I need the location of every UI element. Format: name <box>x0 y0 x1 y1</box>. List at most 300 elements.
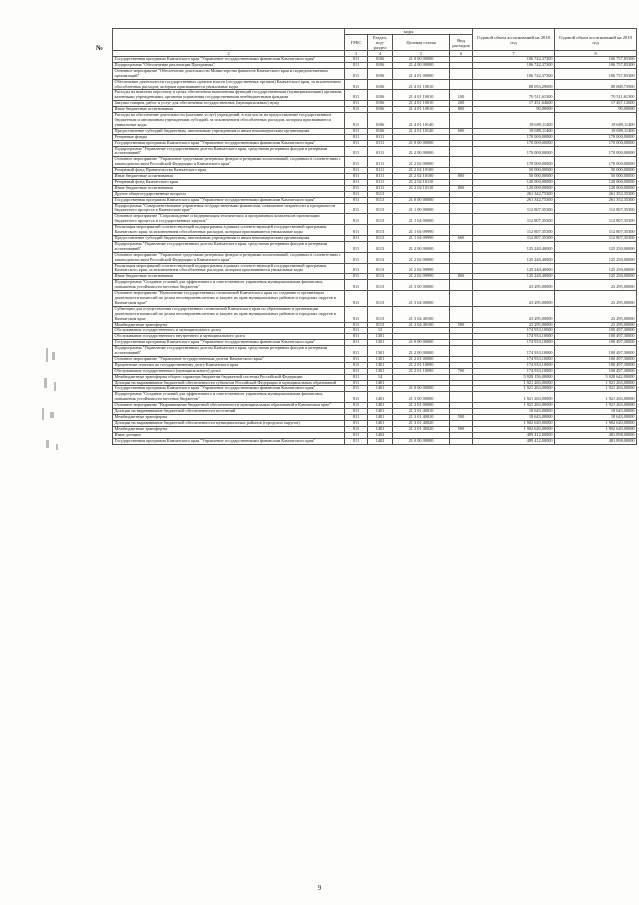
row-expense-type <box>450 438 473 444</box>
row-razdel: 0106 <box>368 101 393 107</box>
row-volume-2019: 50 000,00000 <box>555 168 637 174</box>
row-razdel: 0106 <box>368 113 393 129</box>
row-volume-2019: 106 757,85300 <box>555 57 637 63</box>
row-target-article: 21 0 00 00000 <box>393 438 450 444</box>
row-grbs: 811 <box>345 90 368 101</box>
index-cell: 5 <box>393 51 450 57</box>
row-volume-2018: 125 240,40000 <box>473 241 555 252</box>
row-target-article: 21 3 04 00000 <box>393 291 450 307</box>
row-razdel: 0113 <box>368 225 393 236</box>
row-razdel: 1301 <box>368 340 393 346</box>
row-target-article: 21 0 00 00000 <box>393 340 450 346</box>
row-target-article: 21 2 01 10090 <box>393 362 450 368</box>
row-target-article: 21 4 01 10010 <box>393 107 450 113</box>
row-name: Субвенции для осуществления государственных полномочий Камчатского края по образованию и организации деятельности комиссий по делам несовершеннолетних и защите их прав муниципальных районов и городских округов в Камчатском крае <box>113 306 345 322</box>
row-name: Иные бюджетные ассигнования <box>113 185 345 191</box>
row-target-article: 21 1 04 00000 <box>393 214 450 225</box>
row-target-article: 21 4 01 10140 <box>393 113 450 129</box>
row-grbs: 811 <box>345 274 368 280</box>
row-volume-2019: 261 352,35300 <box>555 197 637 203</box>
row-target-article: 21 4 01 10010 <box>393 90 450 101</box>
row-target-article: 21 3 01 40010 <box>393 409 450 415</box>
row-volume-2019: 100 497,30000 <box>555 356 637 362</box>
row-grbs: 811 <box>345 291 368 307</box>
row-volume-2019: 70 511,61300 <box>555 90 637 101</box>
table-row <box>113 225 637 236</box>
table-row <box>113 214 637 225</box>
row-razdel: 1402 <box>368 438 393 444</box>
row-target-article: 21 0 00 00000 <box>393 57 450 63</box>
row-volume-2018: 23 295,00000 <box>473 322 555 328</box>
row-expense-type: 500 <box>450 322 473 328</box>
row-grbs: 811 <box>345 386 368 392</box>
row-target-article: 21 1 04 09990 <box>393 236 450 242</box>
row-grbs: 811 <box>345 203 368 214</box>
row-name: Основное мероприятие "Управление средствами резервных фондов и резервами ассигнований, созданных в соответствии с законодательством Российской Федерации и Камчатского края" <box>113 157 345 168</box>
row-razdel: 0113 <box>368 191 393 197</box>
row-volume-2018: 170 000,00000 <box>473 157 555 168</box>
row-volume-2019: 1 921 263,00000 <box>555 403 637 409</box>
number-column-mark: № <box>96 44 104 52</box>
row-razdel: 0106 <box>368 128 393 134</box>
row-grbs: 811 <box>345 263 368 274</box>
row-name: Резервные фонды <box>113 134 345 140</box>
row-volume-2019: 106 757,85300 <box>555 68 637 79</box>
row-volume-2018: 1 902 620,00000 <box>473 426 555 432</box>
row-volume-2018: 1 902 620,00000 <box>473 420 555 426</box>
header-grbs: ГРБС <box>345 35 368 51</box>
row-name: Обеспечение деятельности государственных органов власти (государственных органов) Камчатского края, за исключением обособленных расходов, которым присваиваются уникальные коды <box>113 79 345 90</box>
row-grbs: 811 <box>345 236 368 242</box>
row-grbs: 811 <box>345 374 368 380</box>
row-volume-2019: 100 497,30000 <box>555 340 637 346</box>
row-razdel: 0111 <box>368 134 393 140</box>
table-row <box>113 146 637 157</box>
row-expense-type <box>450 346 473 357</box>
row-razdel: 1401 <box>368 426 393 432</box>
row-razdel: 1301 <box>368 368 393 374</box>
row-target-article: 21 2 02 09990 <box>393 263 450 274</box>
row-volume-2018: 125 240,40000 <box>473 252 555 263</box>
row-grbs: 811 <box>345 214 368 225</box>
row-volume-2019: 88 068,73900 <box>555 79 637 90</box>
row-grbs: 811 <box>345 179 368 185</box>
row-name: Обслуживание государственного внутреннего и муниципального долга <box>113 334 345 340</box>
row-grbs: 811 <box>345 225 368 236</box>
row-target-article: 21 0 00 00000 <box>393 140 450 146</box>
row-target-article: 21 3 00 00000 <box>393 280 450 291</box>
row-grbs: 811 <box>345 426 368 432</box>
row-name: Подпрограмма "Создание условий для эффективного и ответственного управления муниципальными финансами, повышения устойчивости местных бюджетов" <box>113 280 345 291</box>
row-target-article: 21 3 04 40100 <box>393 322 450 328</box>
row-volume-2019: 261 352,35300 <box>555 191 637 197</box>
row-volume-2019: 17 467,12600 <box>555 101 637 107</box>
table-row <box>113 90 637 101</box>
row-target-article: 21 4 00 00000 <box>393 62 450 68</box>
row-name: Дотации на выравнивание бюджетной обеспеченности муниципальных районов (городских округов) <box>113 420 345 426</box>
row-volume-2019: 18 643,00000 <box>555 409 637 415</box>
row-volume-2019: 1 921 263,00000 <box>555 392 637 403</box>
row-grbs: 811 <box>345 368 368 374</box>
row-volume-2018: 1 921 263,00000 <box>473 380 555 386</box>
row-name: Процентные платежи по государственному долгу Камчатского края <box>113 362 345 368</box>
row-grbs: 811 <box>345 191 368 197</box>
row-razdel: 1401 <box>368 386 393 392</box>
row-razdel: 1401 <box>368 380 393 386</box>
row-target-article: 21 3 01 40020 <box>393 426 450 432</box>
row-grbs: 811 <box>345 62 368 68</box>
row-name: Закупка товаров, работ и услуг для обеспечения государственных (муниципальных) нужд <box>113 101 345 107</box>
row-volume-2018: 50 000,00000 <box>473 174 555 180</box>
index-cell: 2 <box>113 51 345 57</box>
row-target-article: 21 0 00 00000 <box>393 386 450 392</box>
row-name: Резервный фонд Правительства Камчатского края <box>113 168 345 174</box>
row-name: Подпрограмма "Создание условий для эффективного и ответственного управления муниципальными финансами, повышения устойчивости местных бюджетов" <box>113 392 345 403</box>
row-name: Основное мероприятие "Выполнение государственных полномочий Камчатского края по созданию и организации деятельности комиссий по делам несовершеннолетних и защите их прав муниципальных районов и городских округов в Камчатском крае" <box>113 291 345 307</box>
row-expense-type <box>450 113 473 129</box>
row-target-article: 21 2 02 10100 <box>393 174 450 180</box>
row-target-article: 21 2 00 00000 <box>393 346 450 357</box>
row-grbs: 811 <box>345 134 368 140</box>
row-volume-2018: 174 933,10000 <box>473 340 555 346</box>
row-volume-2018: 23 295,00000 <box>473 291 555 307</box>
table-row <box>113 291 637 307</box>
row-razdel: 0111 <box>368 157 393 168</box>
row-volume-2018: 5 928 156,00000 <box>473 374 555 380</box>
row-volume-2018: 170 000,00000 <box>473 134 555 140</box>
row-target-article: 21 4 01 10140 <box>393 128 450 134</box>
row-razdel: 0106 <box>368 79 393 90</box>
row-razdel: 0111 <box>368 168 393 174</box>
row-razdel: 0106 <box>368 107 393 113</box>
row-name: Подпрограмма "Обеспечение реализации Программы" <box>113 62 345 68</box>
row-volume-2018: 18 689,11400 <box>473 113 555 129</box>
row-name: Основное мероприятие "Управление средствами резервных фондов и резервами ассигнований, созданных в соответствии с законодательством Российской Федерации и Камчатского края" <box>113 252 345 263</box>
header-razdel: Раздел, под-раздел <box>368 35 393 51</box>
row-expense-type <box>450 203 473 214</box>
row-razdel: 0113 <box>368 274 393 280</box>
row-volume-2019: 170 000,00000 <box>555 134 637 140</box>
row-volume-2019: 18 689,11400 <box>555 128 637 134</box>
row-razdel: 0113 <box>368 306 393 322</box>
row-target-article: 21 2 02 00000 <box>393 157 450 168</box>
table-row <box>113 241 637 252</box>
row-volume-2019: 112 807,35300 <box>555 214 637 225</box>
table-row <box>113 438 637 444</box>
row-razdel: 1301 <box>368 346 393 357</box>
table-row <box>113 68 637 79</box>
row-volume-2018: 261 342,75300 <box>473 197 555 203</box>
row-name: Предоставление субсидий бюджетным, автономным учреждениям и иным некоммерческим организациям <box>113 128 345 134</box>
row-razdel: 0111 <box>368 185 393 191</box>
row-razdel: 0113 <box>368 291 393 307</box>
row-volume-2018: 106 742,37300 <box>473 62 555 68</box>
row-volume-2019: 120 000,00000 <box>555 179 637 185</box>
row-expense-type <box>450 252 473 263</box>
row-grbs: 811 <box>345 101 368 107</box>
table-row <box>113 280 637 291</box>
row-target-article: 21 2 02 09990 <box>393 274 450 280</box>
row-volume-2019: 18 643,00000 <box>555 415 637 421</box>
row-grbs: 811 <box>345 362 368 368</box>
row-expense-type <box>450 392 473 403</box>
row-grbs: 811 <box>345 438 368 444</box>
row-razdel: 0113 <box>368 263 393 274</box>
row-volume-2018: 106 742,37300 <box>473 68 555 79</box>
row-razdel: 0111 <box>368 146 393 157</box>
row-razdel: 0113 <box>368 252 393 263</box>
row-volume-2019: 23 295,00000 <box>555 291 637 307</box>
index-cell: 3 <box>345 51 368 57</box>
row-volume-2018: 174 933,10000 <box>473 328 555 334</box>
row-expense-type <box>450 225 473 236</box>
row-razdel: 1301 <box>368 334 393 340</box>
row-name: Расходы на выплаты персоналу в целях обеспечения выполнения функций государственными (муниципальными) органами, казенными учреждениями, органами управления государственными внебюджетными фондами <box>113 90 345 101</box>
row-expense-type: 800 <box>450 107 473 113</box>
row-volume-2018: 23 295,00000 <box>473 280 555 291</box>
row-name: Дотации на выравнивание бюджетной обеспеченности поселений <box>113 409 345 415</box>
budget-table <box>112 28 637 445</box>
row-volume-2019: 170 000,00000 <box>555 157 637 168</box>
row-volume-2019: 100 497,30000 <box>555 328 637 334</box>
row-grbs: 811 <box>345 328 368 334</box>
row-target-article: 21 2 02 10110 <box>393 179 450 185</box>
row-grbs: 811 <box>345 157 368 168</box>
row-volume-2018: 489 412,00000 <box>473 432 555 438</box>
row-expense-type <box>450 241 473 252</box>
row-name: Основное мероприятие "Обеспечение деятельности Министерства финансов Камчатского края и подведомственных организаций" <box>113 68 345 79</box>
row-name: Реализация мероприятий соответствующей подпрограммы в рамках соответствующей государственной программы Камчатского края, за исключением обособленных расходов, которым присваиваются уникальные коды <box>113 225 345 236</box>
header-target-article: Целевая статья <box>393 35 450 51</box>
row-grbs: 811 <box>345 380 368 386</box>
row-grbs: 811 <box>345 409 368 415</box>
row-volume-2019: 1 921 263,00000 <box>555 386 637 392</box>
row-volume-2018: 489 412,00000 <box>473 438 555 444</box>
row-volume-2019: 170 000,00000 <box>555 140 637 146</box>
table-row <box>113 346 637 357</box>
row-target-article: 21 3 00 00000 <box>393 392 450 403</box>
row-razdel: 0111 <box>368 174 393 180</box>
row-volume-2018: 170 000,00000 <box>473 146 555 157</box>
row-grbs: 811 <box>345 128 368 134</box>
row-razdel: 1401 <box>368 420 393 426</box>
row-target-article: 21 3 01 40020 <box>393 420 450 426</box>
row-expense-type: 800 <box>450 174 473 180</box>
row-name: Государственная программа Камчатского края "Управление государственными финансами Камчатского края" <box>113 140 345 146</box>
row-grbs: 811 <box>345 79 368 90</box>
row-volume-2018: 174 933,10000 <box>473 362 555 368</box>
row-name: Подпрограмма "Управление государственным долгом Камчатского края, средствами резервных фондов и резервами ассигнований" <box>113 346 345 357</box>
row-target-article: 21 2 00 00000 <box>393 146 450 157</box>
row-volume-2018: 125 240,40000 <box>473 263 555 274</box>
row-expense-type <box>450 79 473 90</box>
row-razdel: 14 <box>368 374 393 380</box>
row-expense-type: 500 <box>450 415 473 421</box>
row-volume-2018: 120 000,00000 <box>473 179 555 185</box>
row-volume-2018: 90,00000 <box>473 107 555 113</box>
row-volume-2018: 18 689,11400 <box>473 128 555 134</box>
row-razdel: 1401 <box>368 403 393 409</box>
row-volume-2018: 23 295,00000 <box>473 306 555 322</box>
row-grbs: 811 <box>345 432 368 438</box>
row-name: Другие общегосударственные вопросы <box>113 191 345 197</box>
row-volume-2019: 100 497,30000 <box>555 334 637 340</box>
row-razdel: 1401 <box>368 409 393 415</box>
row-expense-type: 700 <box>450 368 473 374</box>
row-volume-2018: 174 933,10000 <box>473 346 555 357</box>
row-grbs: 811 <box>345 174 368 180</box>
row-razdel: 0113 <box>368 280 393 291</box>
row-razdel: 0111 <box>368 179 393 185</box>
row-name: Обслуживание государственного (муниципального) долга <box>113 368 345 374</box>
row-volume-2018: 174 933,10000 <box>473 368 555 374</box>
header-volume-2018: Годовой объем ассигнований на 2018 год <box>473 29 555 51</box>
row-name: Предоставление субсидий бюджетным, автономным учреждениям и иным некоммерческим организациям <box>113 236 345 242</box>
row-volume-2018: 106 742,37300 <box>473 57 555 63</box>
row-volume-2018: 112 807,35300 <box>473 214 555 225</box>
index-cell: 6 <box>450 51 473 57</box>
row-expense-type: 600 <box>450 128 473 134</box>
row-razdel: 13 <box>368 328 393 334</box>
row-volume-2018: 261 342,75300 <box>473 191 555 197</box>
row-expense-type <box>450 68 473 79</box>
header-codes: коды <box>345 29 473 35</box>
row-expense-type <box>450 280 473 291</box>
row-target-article: 21 2 02 00000 <box>393 252 450 263</box>
row-target-article: 21 2 00 00000 <box>393 241 450 252</box>
row-volume-2018: 88 053,29000 <box>473 79 555 90</box>
row-razdel: 1401 <box>368 392 393 403</box>
row-volume-2019: 125 250,00000 <box>555 263 637 274</box>
row-grbs: 811 <box>345 252 368 263</box>
row-volume-2018: 112 807,35300 <box>473 236 555 242</box>
row-grbs: 811 <box>345 197 368 203</box>
row-razdel: 0106 <box>368 62 393 68</box>
row-target-article: 21 2 01 00000 <box>393 356 450 362</box>
row-name: Подпрограмма "Управление государственным долгом Камчатского края, средствами резервных фондов и резервами ассигнований" <box>113 146 345 157</box>
row-expense-type: 200 <box>450 101 473 107</box>
row-volume-2018: 120 000,00000 <box>473 185 555 191</box>
index-cell: 8 <box>555 51 637 57</box>
table-row <box>113 113 637 129</box>
row-volume-2019: 125 250,00000 <box>555 241 637 252</box>
row-volume-2019: 100 497,30000 <box>555 368 637 374</box>
row-razdel: 0111 <box>368 140 393 146</box>
index-cell: 7 <box>473 51 555 57</box>
row-name: Подпрограмма "Управление государственным долгом Камчатского края, средствами резервных фондов и резервами ассигнований" <box>113 241 345 252</box>
row-volume-2018: 1 921 263,00000 <box>473 403 555 409</box>
row-volume-2019: 23 295,00000 <box>555 280 637 291</box>
row-name: Расходы на обеспечение деятельности (оказание услуг) учреждений, в том числе на предоставление государственным бюджетным и автономным учреждениям субсидий, за исключением обособленных расходов, которым присваиваются уникальные коды <box>113 113 345 129</box>
row-expense-type: 500 <box>450 426 473 432</box>
row-grbs: 811 <box>345 356 368 362</box>
row-name: Межбюджетные трансферты <box>113 322 345 328</box>
row-volume-2018: 112 807,35300 <box>473 225 555 236</box>
index-cell: 4 <box>368 51 393 57</box>
row-volume-2019: 125 250,00000 <box>555 274 637 280</box>
row-volume-2018: 174 933,10000 <box>473 334 555 340</box>
row-expense-type <box>450 306 473 322</box>
row-volume-2018: 18 643,00000 <box>473 409 555 415</box>
row-name: Подпрограмма "Совершенствование управления государственными финансами, повышение открытости и прозрачности бюджетного процесса в Камчатском крае" <box>113 203 345 214</box>
row-grbs: 811 <box>345 392 368 403</box>
row-grbs: 811 <box>345 241 368 252</box>
row-volume-2019: 90,00000 <box>555 107 637 113</box>
row-target-article: 21 4 01 10010 <box>393 101 450 107</box>
row-name: Дотации на выравнивание бюджетной обеспеченности субъектов Российской Федерации и муниципальных образований <box>113 380 345 386</box>
row-volume-2018: 1 921 263,00000 <box>473 386 555 392</box>
row-expense-type <box>450 157 473 168</box>
row-volume-2019: 170 000,00000 <box>555 146 637 157</box>
page-number: 9 <box>317 884 322 892</box>
row-volume-2018: 125 240,40000 <box>473 274 555 280</box>
row-razdel: 1301 <box>368 362 393 368</box>
row-volume-2019: 23 295,00000 <box>555 322 637 328</box>
row-target-article: 21 0 00 00000 <box>393 197 450 203</box>
row-volume-2019: 112 807,35300 <box>555 236 637 242</box>
row-grbs: 811 <box>345 322 368 328</box>
table-row <box>113 252 637 263</box>
row-volume-2019: 125 250,00000 <box>555 252 637 263</box>
row-target-article: 21 3 01 40010 <box>393 415 450 421</box>
row-volume-2019: 481 898,00000 <box>555 432 637 438</box>
table-row <box>113 263 637 274</box>
row-grbs: 811 <box>345 57 368 63</box>
row-name: Иные бюджетные ассигнования <box>113 107 345 113</box>
row-grbs: 811 <box>345 146 368 157</box>
row-name: Межбюджетные трансферты <box>113 415 345 421</box>
row-razdel: 0113 <box>368 203 393 214</box>
row-grbs: 811 <box>345 420 368 426</box>
header-name-cell <box>113 29 345 51</box>
row-grbs: 811 <box>345 68 368 79</box>
row-target-article: 21 1 00 00000 <box>393 203 450 214</box>
row-target-article: 21 4 01 10010 <box>393 79 450 90</box>
row-grbs: 811 <box>345 334 368 340</box>
row-volume-2018: 174 933,10000 <box>473 356 555 362</box>
row-name: Иные бюджетные ассигнования <box>113 274 345 280</box>
row-volume-2019: 100 497,30000 <box>555 346 637 357</box>
row-razdel: 0106 <box>368 90 393 101</box>
row-volume-2019: 481 898,00000 <box>555 438 637 444</box>
row-name: Государственная программа Камчатского края "Управление государственными финансами Камчатского края" <box>113 340 345 346</box>
row-expense-type <box>450 146 473 157</box>
row-expense-type: 100 <box>450 90 473 101</box>
row-grbs: 811 <box>345 168 368 174</box>
row-volume-2018: 170 000,00000 <box>473 140 555 146</box>
row-name: Межбюджетные трансферты общего характера бюджетам бюджетной системы Российской Федерации <box>113 374 345 380</box>
row-razdel: 0113 <box>368 236 393 242</box>
row-name: Государственная программа Камчатского края "Управление государственными финансами Камчатского края" <box>113 386 345 392</box>
row-volume-2019: 1 902 620,00000 <box>555 426 637 432</box>
row-volume-2018: 17 451,64600 <box>473 101 555 107</box>
header-expense-type: Вид расходов <box>450 35 473 51</box>
row-name: Обслуживание государственного и муниципального долга <box>113 328 345 334</box>
row-volume-2019: 112 807,35300 <box>555 225 637 236</box>
row-target-article: 21 2 02 10100 <box>393 168 450 174</box>
row-razdel: 1402 <box>368 432 393 438</box>
table-row <box>113 79 637 90</box>
row-grbs: 811 <box>345 306 368 322</box>
row-razdel: 0106 <box>368 68 393 79</box>
row-volume-2018: 70 511,61300 <box>473 90 555 101</box>
row-grbs: 811 <box>345 403 368 409</box>
row-razdel: 0113 <box>368 241 393 252</box>
row-name: Иные дотации <box>113 432 345 438</box>
row-grbs: 811 <box>345 185 368 191</box>
table-row <box>113 306 637 322</box>
row-grbs: 811 <box>345 346 368 357</box>
